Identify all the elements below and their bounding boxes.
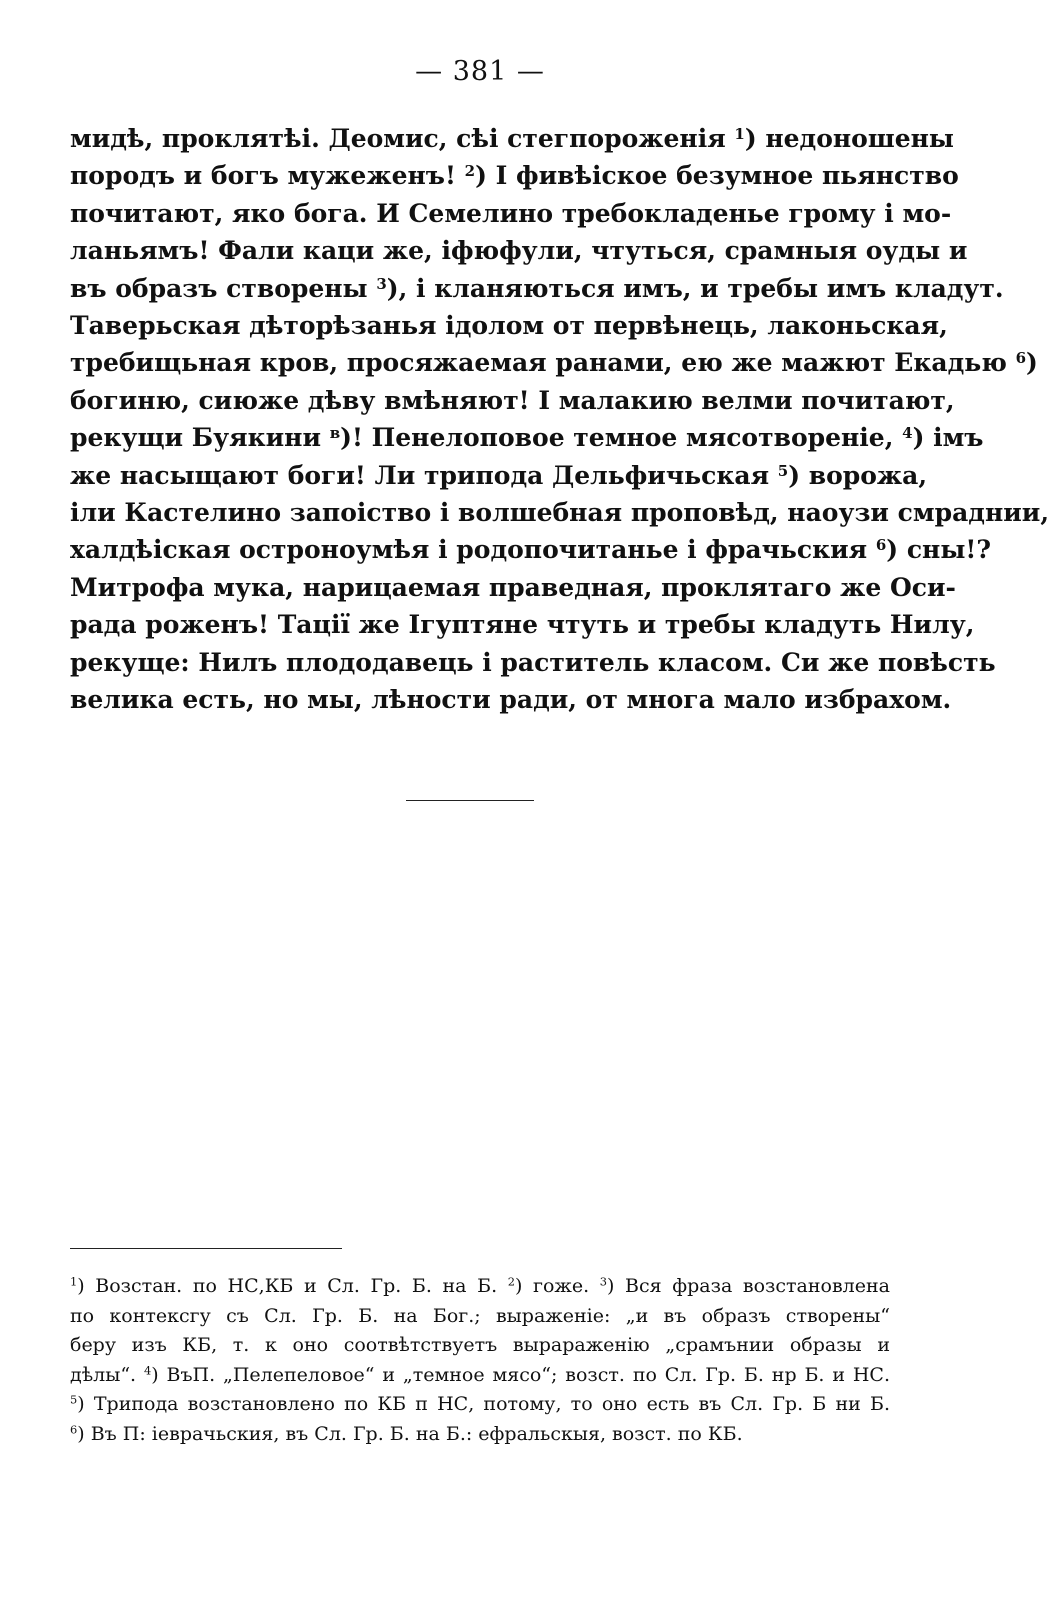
text-line xyxy=(70,644,996,681)
text-run: мидѣ, проклятѣі. Деомис, сѣі стегпороженія xyxy=(70,124,735,153)
text-line xyxy=(70,419,984,456)
text-line xyxy=(70,157,959,194)
text-run: велика есть, но мы, лѣности ради, от многа мало избрахом. xyxy=(70,685,952,715)
text-run: рекуще: Нилъ плододавець і раститель класом. Си же повѣсть xyxy=(70,647,996,677)
footnote-marker: 4 xyxy=(902,424,913,442)
text-run: ) сны!? xyxy=(886,535,992,565)
text-run: требищьная кров, просяжаемая ранами, ею же мажют Екадью xyxy=(70,348,1016,378)
text-run: )! Пенелоповое темное мясотвореніе, xyxy=(340,423,903,453)
text-line xyxy=(70,270,1004,307)
text-run: ) Вся фраза возстановлена xyxy=(607,1275,890,1297)
footnote-marker: 6 xyxy=(875,536,887,555)
text-line xyxy=(70,531,992,568)
page-number: — 381 — xyxy=(415,56,545,87)
text-run: Митрофа мука, нарицаемая праведная, проклятаго же Оси- xyxy=(70,572,956,602)
text-run: рада роженъ! Тації же Ігуптяне чтуть и требы кладуть Нилу, xyxy=(70,610,975,640)
text-run: дѣлы“. xyxy=(70,1363,144,1386)
text-run: богиню, сиюже дѣву вмѣняют! І малакию велми почитают, xyxy=(70,385,955,415)
text-line xyxy=(70,681,952,718)
footnote-line xyxy=(70,1302,890,1332)
footnote-marker: 6 xyxy=(1015,349,1026,368)
text-run: іли Кастелино запоіство і волшебная проповѣд, наоузи смраднии, xyxy=(70,498,1049,528)
footnote-marker: 1 xyxy=(734,124,745,143)
footnotes xyxy=(70,1272,890,1450)
text-run: ) xyxy=(1026,348,1038,378)
text-run: ) ворожа, xyxy=(788,460,928,490)
text-line xyxy=(70,494,1049,531)
footnote-marker: 2 xyxy=(464,162,476,181)
text-run: ланьямъ! Фали каци же, іфюфули, чтуться, срамныя оуды и xyxy=(70,236,968,266)
footnote-marker: 5 xyxy=(777,461,789,480)
text-run: ) ВъП. „Пелепеловое“ и „темное мясо“; возст. по Сл. Гр. Б. нр Б. и НС. xyxy=(151,1363,890,1386)
text-run: Таверьская дѣторѣзанья ідолом от первѣнець, лаконьская, xyxy=(70,311,948,341)
text-line xyxy=(70,120,954,157)
text-run: ) Трипода возстановлено по КБ п НС, потому, то оно есть въ Сл. Гр. Б ни Б. xyxy=(77,1393,890,1416)
text-run: беру изъ КБ, т. к оно соотвѣтствуетъ вырараженію „срамънии образы и xyxy=(70,1334,890,1357)
text-run: же насыщают боги! Ли трипода Дельфичьская xyxy=(70,460,778,490)
footnote-rule xyxy=(70,1248,342,1249)
text-run: ) імъ xyxy=(912,423,984,453)
footnote-line xyxy=(70,1272,890,1302)
text-run: ) І фивѣіское безумное пьянство xyxy=(475,161,959,191)
body-text xyxy=(70,120,1049,719)
footnote-marker: 2 xyxy=(507,1274,515,1289)
text-run: рекущи Буякини xyxy=(70,423,330,453)
text-run: почитают, яко бога. И Семелино требокладенье грому і мо- xyxy=(70,198,952,228)
text-line xyxy=(70,232,968,269)
text-run: ) недоношены xyxy=(744,124,954,153)
text-run: ) Въ П: іеврачьския, въ Сл. Гр. Б. на Б.: ефральскыя, возст. по КБ. xyxy=(77,1422,743,1445)
text-run: ) Возстан. по НС,КБ и Сл. Гр. Б. на Б. xyxy=(77,1275,508,1297)
footnote-marker: 4 xyxy=(143,1363,152,1378)
text-run: по контексгу съ Сл. Гр. Б. на Бог.; выраженіе: „и въ образъ створены“ xyxy=(70,1304,890,1327)
text-line xyxy=(70,307,948,344)
section-separator xyxy=(406,800,534,801)
text-line xyxy=(70,457,928,494)
text-run: породъ и богъ мужеженъ! xyxy=(70,161,465,191)
text-line xyxy=(70,382,955,419)
footnote-marker: 5 xyxy=(70,1393,78,1408)
footnote-marker: 1 xyxy=(70,1274,78,1289)
text-line xyxy=(70,569,956,606)
footnote-line xyxy=(70,1361,890,1391)
text-run: ), і кланяються имъ, и требы имъ кладут. xyxy=(386,273,1004,303)
footnote-line xyxy=(70,1390,890,1420)
footnote-marker: в xyxy=(329,424,341,442)
footnote-marker: 3 xyxy=(599,1274,608,1289)
text-line xyxy=(70,195,952,232)
footnote-marker: 6 xyxy=(70,1422,78,1437)
footnote-line xyxy=(70,1331,890,1361)
footnote-marker: 3 xyxy=(376,274,387,293)
text-run: халдѣіская остроноумѣя і родопочитанье і фрачьския xyxy=(70,535,876,565)
text-run: въ образъ створены xyxy=(70,273,377,303)
text-run: ) гоже. xyxy=(514,1275,600,1297)
text-line xyxy=(70,606,975,643)
text-line xyxy=(70,344,1038,381)
footnote-line xyxy=(70,1420,890,1450)
